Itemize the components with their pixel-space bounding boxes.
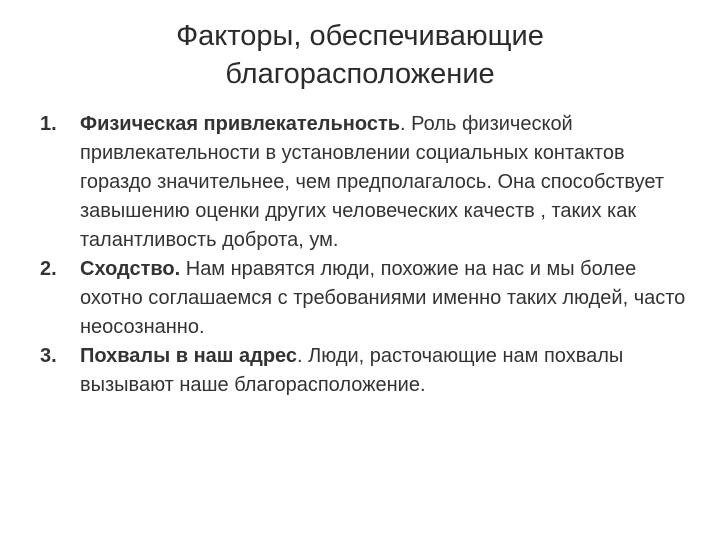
title-line-1: Факторы, обеспечивающие [176,20,544,52]
list-item [40,110,690,255]
item-number: 3. [40,345,57,367]
list-item [40,342,690,400]
list-item [40,255,690,342]
factor-list [40,110,690,400]
item-text: . Люди, расточающие нам похвалы вызывают наше благорасположение. [80,345,624,396]
item-text: . Роль физической привлекательности в установлении социальных контактов гораздо значительнее, чем предполагалось. Она способствует завышению оценки других человеческих качеств , таких как талантливость доброта, ум. [80,113,665,251]
item-heading: Сходство. [80,258,181,280]
item-number: 1. [40,113,57,135]
item-text: Нам нравятся люди, похожие на нас и мы более охотно соглашаемся с требованиями именно таких людей, часто неосознанно. [80,258,686,338]
title-line-2: благорасположение [225,58,495,90]
item-number: 2. [40,258,57,280]
item-heading: Похвалы в наш адрес [80,345,298,367]
slide-title [60,17,660,93]
item-heading: Физическая привлекательность [80,113,401,135]
